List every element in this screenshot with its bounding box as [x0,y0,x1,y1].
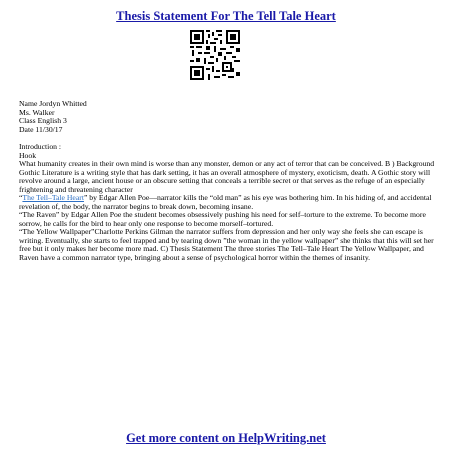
document-title[interactable]: Thesis Statement For The Tell Tale Heart [116,9,336,23]
open-quote: “ [19,193,23,202]
raven-paragraph: “The Raven” by Edgar Allen Poe the student becomes obsessively pushing his need for self–torture to the extreme. To become more sorrow, he calls for the bird to hear only one response to become morself–tortured. [19,210,426,228]
intro-heading: Introduction : [19,142,62,151]
hook-paragraph: What humanity creates in their own mind is worse than any monster, demon or any act of terror that can be conceived. B ) Background [19,159,435,168]
date: Date 11/30/17 [19,124,63,134]
wallpaper-paragraph: “The Yellow Wallpaper”Charlotte Perkins Gilman the narrator suffers from depression and her only way she feels she can escape is writing. Eventually, she starts to feel trapped and by tearing down ”the woman in the yellow wallpaper” she thinks that this will set her free but it only makes her become more mad. C) Thesis Statement The three stories The Tell–Tale Heart The Yellow Wallpaper, and Raven have a common narrator type, bringing about a sense of psychological horror within the themes of insanity. [19,227,434,262]
student-name: Name Jordyn Whitted [19,99,87,108]
hook-heading: Hook [19,150,37,160]
tell-tale-paragraph [19,194,437,211]
document-body [19,100,437,262]
tell-tale-text: ” by Edgar Allen Poe—narrator kills the “old man” as his eye was bothering him. In his hiding of, and accidental revelation of, the body, the narrator begins to break down, becoming insane. [19,193,432,211]
class-name: Class English 3 [19,116,67,125]
background-paragraph: Gothic Literature is a writing style that has dark setting, it has an overall atmosphere of mystery, exoticism, death. A Gothic story will revolve around a large, ancient house or an obscure setting that conceals a terrible secret or that serves as the refuge of an especially frightening and threatening character [19,167,431,194]
tell-tale-link[interactable]: The Tell–Tale Heart [22,193,84,202]
qr-code-icon [190,30,240,80]
teacher-name: Ms. Walker [19,107,55,117]
footer-link[interactable]: Get more content on HelpWriting.net [126,431,326,445]
